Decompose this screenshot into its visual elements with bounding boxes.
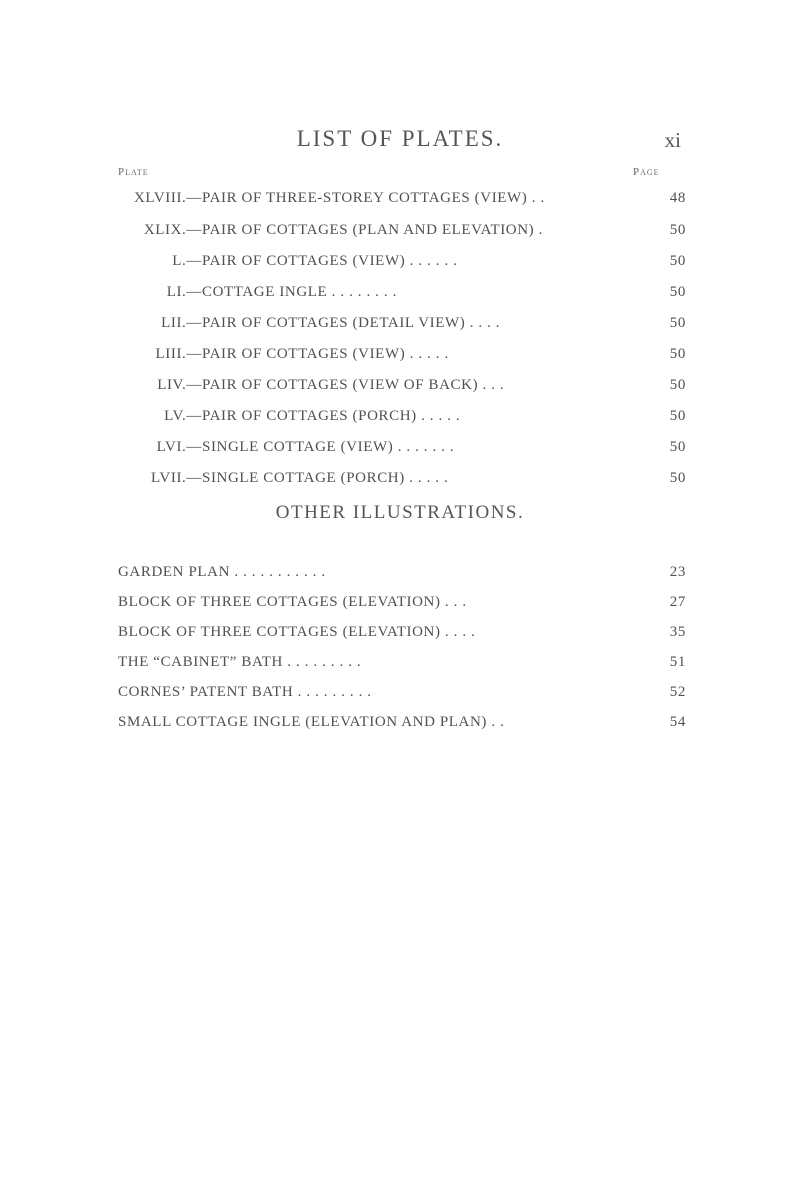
plate-title: PAIR OF COTTAGES (VIEW OF BACK) . . . bbox=[202, 377, 505, 393]
plate-number: LIII.— bbox=[155, 346, 202, 362]
plate-page: 50 bbox=[669, 346, 686, 362]
plate-number: XLIX.— bbox=[143, 222, 202, 238]
plate-number: LV.— bbox=[164, 408, 202, 424]
illustration-row bbox=[118, 684, 686, 708]
plate-row bbox=[0, 284, 800, 308]
plate-title: PAIR OF COTTAGES (VIEW) . . . . . bbox=[202, 346, 449, 362]
plate-number: LIV.— bbox=[157, 377, 202, 393]
illustration-title: BLOCK OF THREE COTTAGES (ELEVATION) . . . . bbox=[118, 624, 476, 640]
plate-title: PAIR OF COTTAGES (PLAN AND ELEVATION) . bbox=[202, 222, 543, 238]
plate-number: LVII.— bbox=[151, 470, 202, 486]
illustration-page: 51 bbox=[669, 654, 686, 670]
running-title: LIST OF PLATES. bbox=[296, 126, 504, 151]
plate-row bbox=[0, 346, 800, 370]
plate-page: 50 bbox=[669, 408, 686, 424]
plate-number: LII.— bbox=[161, 315, 202, 331]
illustration-title: SMALL COTTAGE INGLE (ELEVATION AND PLAN) . . bbox=[118, 714, 505, 730]
plate-title: PAIR OF THREE-STOREY COTTAGES (VIEW) . . bbox=[202, 190, 545, 206]
page-column-heading: Page bbox=[633, 166, 660, 178]
plate-page: 50 bbox=[669, 439, 686, 455]
illustration-page: 23 bbox=[669, 564, 686, 580]
page-number: xi bbox=[664, 128, 681, 152]
plate-row bbox=[0, 439, 800, 463]
illustration-title: BLOCK OF THREE COTTAGES (ELEVATION) . . . bbox=[118, 594, 467, 610]
plate-row bbox=[0, 470, 800, 494]
plate-number: XLVIII.— bbox=[134, 190, 202, 206]
plate-number: L.— bbox=[172, 253, 202, 269]
plate-number: LVI.— bbox=[156, 439, 202, 455]
plate-row bbox=[0, 222, 800, 246]
illustration-page: 54 bbox=[669, 714, 686, 730]
illustration-title: GARDEN PLAN . . . . . . . . . . . bbox=[118, 564, 326, 580]
plate-title: SINGLE COTTAGE (PORCH) . . . . . bbox=[202, 470, 449, 486]
plate-page: 50 bbox=[669, 377, 686, 393]
section-heading: OTHER ILLUSTRATIONS. bbox=[275, 502, 525, 523]
illustration-title: CORNES’ PATENT BATH . . . . . . . . . bbox=[118, 684, 372, 700]
illustration-row bbox=[118, 654, 686, 678]
illustration-row bbox=[118, 624, 686, 648]
illustration-row bbox=[118, 594, 686, 618]
plate-page: 50 bbox=[669, 315, 686, 331]
illustration-title: THE “CABINET” BATH . . . . . . . . . bbox=[118, 654, 362, 670]
illustration-page: 27 bbox=[669, 594, 686, 610]
illustration-page: 35 bbox=[669, 624, 686, 640]
plate-title: PAIR OF COTTAGES (VIEW) . . . . . . bbox=[202, 253, 458, 269]
plate-page: 50 bbox=[669, 253, 686, 269]
plate-row bbox=[0, 408, 800, 432]
plate-row bbox=[0, 253, 800, 277]
illustration-row bbox=[118, 714, 686, 738]
illustration-page: 52 bbox=[669, 684, 686, 700]
plate-page: 48 bbox=[669, 190, 686, 206]
plate-title: SINGLE COTTAGE (VIEW) . . . . . . . bbox=[202, 439, 455, 455]
plate-row bbox=[0, 190, 800, 214]
plate-column-heading: Plate bbox=[118, 166, 149, 178]
plate-number: LI.— bbox=[166, 284, 202, 300]
plate-title: PAIR OF COTTAGES (PORCH) . . . . . bbox=[202, 408, 461, 424]
plate-row bbox=[0, 315, 800, 339]
plate-page: 50 bbox=[669, 222, 686, 238]
plate-page: 50 bbox=[669, 470, 686, 486]
plate-title: COTTAGE INGLE . . . . . . . . bbox=[202, 284, 397, 300]
illustration-row bbox=[118, 564, 686, 588]
plate-page: 50 bbox=[669, 284, 686, 300]
plate-title: PAIR OF COTTAGES (DETAIL VIEW) . . . . bbox=[202, 315, 501, 331]
plate-row bbox=[0, 377, 800, 401]
